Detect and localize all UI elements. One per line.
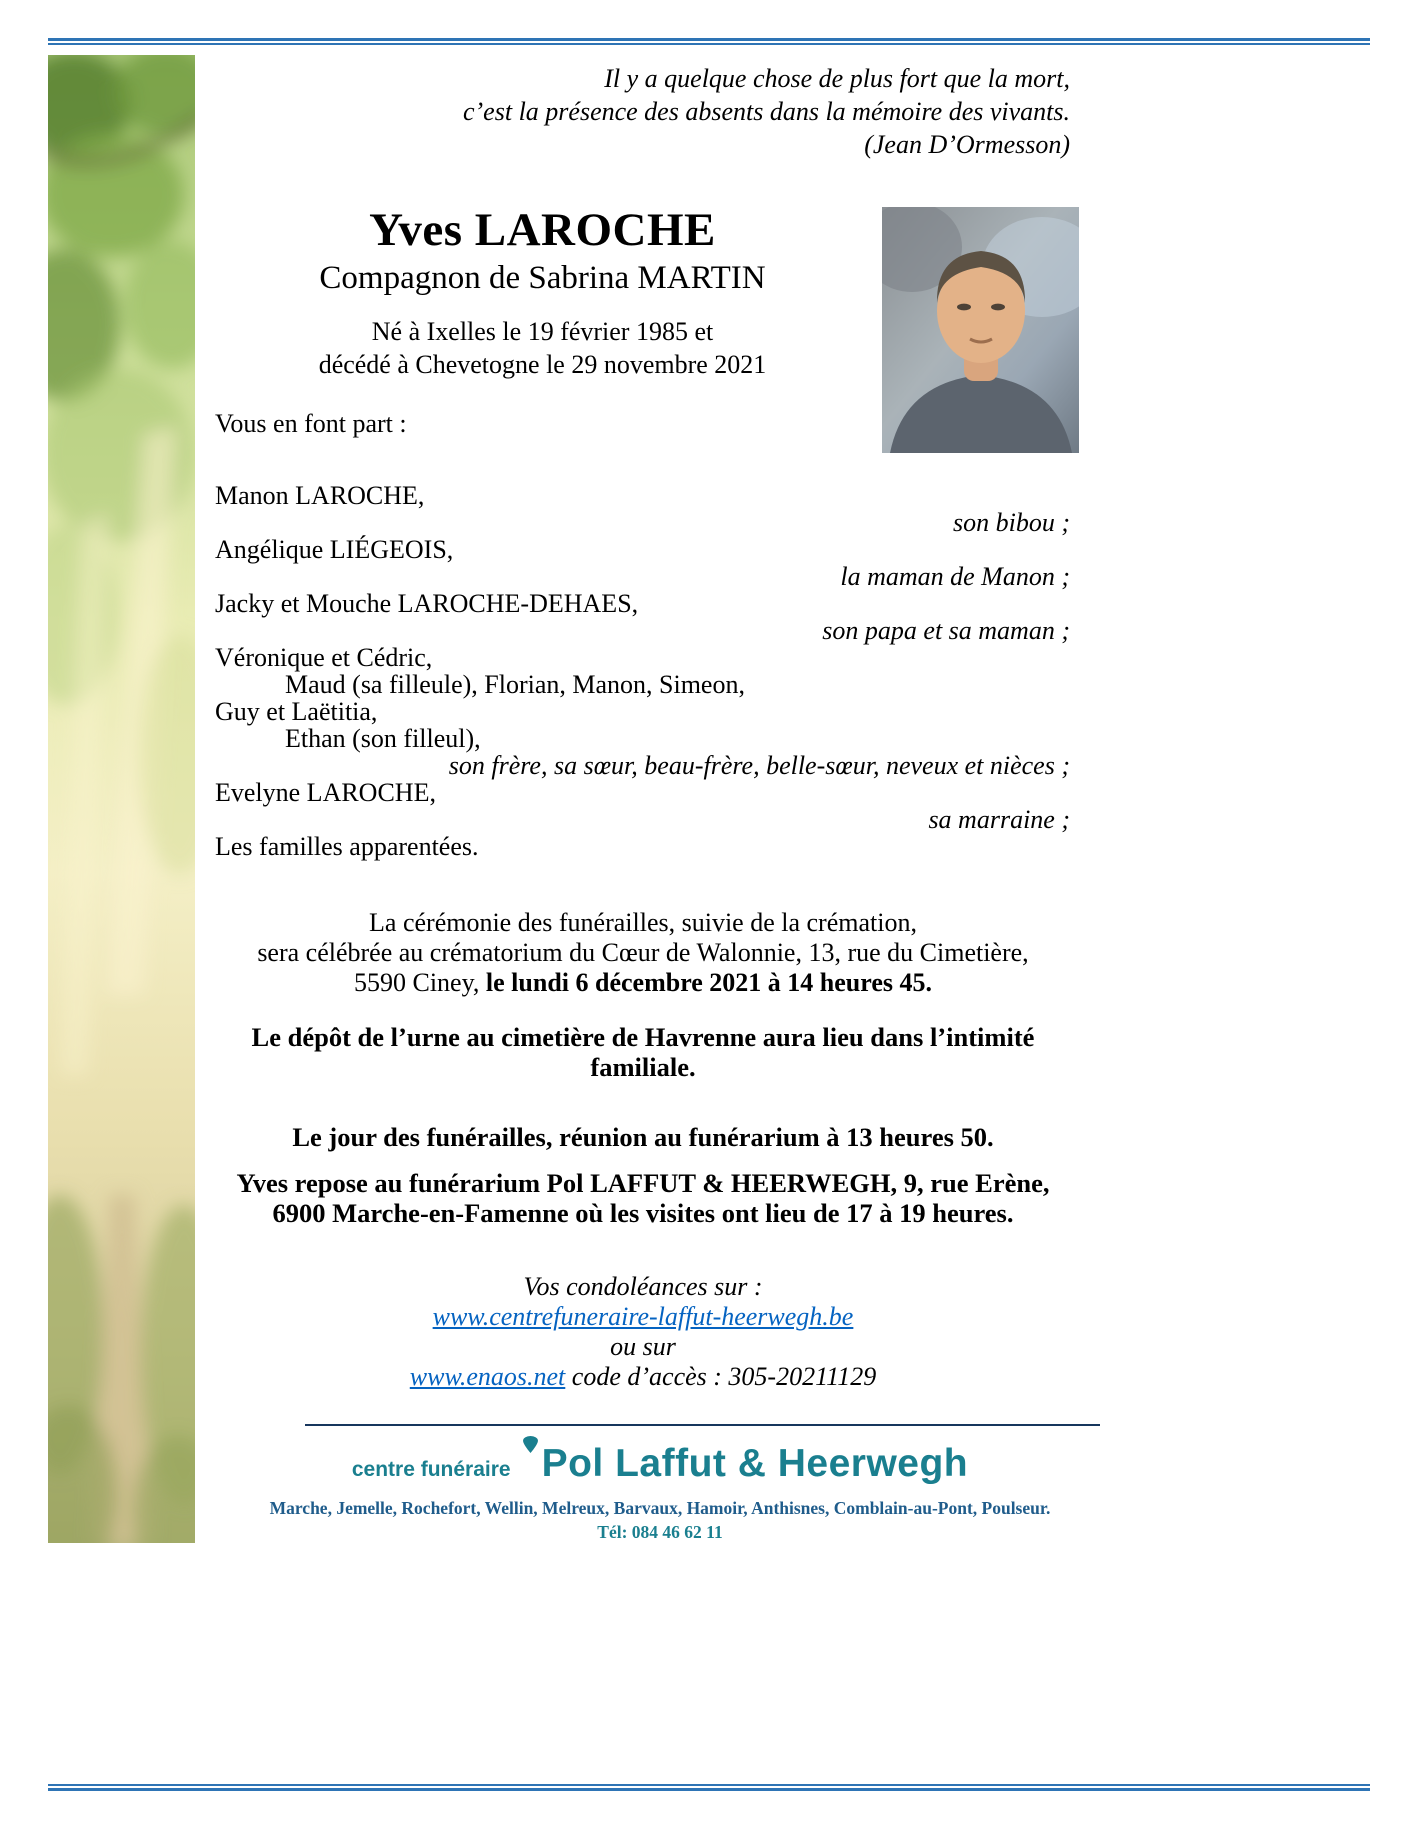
family-member: Jacky et Mouche LAROCHE-DEHAES, bbox=[215, 589, 639, 618]
family-member: Les familles apparentées. bbox=[215, 832, 479, 861]
water-drop-icon bbox=[523, 1436, 538, 1453]
brand-name-text: Pol Laffut & Heerwegh bbox=[541, 1442, 969, 1485]
family-list bbox=[215, 482, 1105, 860]
memorial-quote bbox=[215, 62, 1105, 161]
family-relation: son frère, sa sœur, beau-frère, belle-sœur, neveux et nièces ; bbox=[448, 751, 1070, 780]
quote-attribution: (Jean D’Ormesson) bbox=[864, 130, 1070, 159]
deceased-relation: Compagnon de Sabrina MARTIN bbox=[319, 260, 766, 296]
ceremony-line-3: 5590 Ciney, le lundi 6 décembre 2021 à 14 heures 45. bbox=[353, 968, 932, 997]
deceased-name: Yves LAROCHE bbox=[369, 204, 716, 256]
family-relation: son bibou ; bbox=[953, 508, 1070, 537]
enaos-line bbox=[215, 1362, 1071, 1392]
family-member: Maud (sa filleule), Florian, Manon, Simeon, bbox=[285, 670, 745, 699]
birth-death-dates bbox=[215, 315, 870, 381]
forest-path-image bbox=[48, 55, 195, 1543]
footer-divider-line bbox=[305, 1424, 1100, 1426]
family-relation: la maman de Manon ; bbox=[840, 562, 1070, 591]
family-relation: sa marraine ; bbox=[928, 805, 1070, 834]
ceremony-details bbox=[215, 908, 1105, 998]
ceremony-line-1: La cérémonie des funérailles, suivie de la crémation, bbox=[369, 908, 917, 937]
repose-line-2: 6900 Marche-en-Famenne où les visites ont lieu de 17 à 19 heures. bbox=[272, 1198, 1014, 1228]
ceremony-line-2: sera célébrée au crématorium du Cœur de Walonnie, 13, rue du Cimetière, bbox=[257, 938, 1029, 967]
condolences-section bbox=[215, 1272, 1105, 1392]
death-line: décédé à Chevetogne le 29 novembre 2021 bbox=[318, 350, 767, 379]
family-member: Angélique LIÉGEOIS, bbox=[215, 535, 454, 564]
announcement-intro: Vous en font part : bbox=[215, 409, 407, 438]
bottom-border-line bbox=[48, 1784, 1370, 1791]
funeral-home-website-link[interactable]: www.centrefuneraire-laffut-heerwegh.be bbox=[432, 1302, 854, 1331]
birth-line: Né à Ixelles le 19 février 1985 et bbox=[371, 317, 714, 346]
family-relation: son papa et sa maman ; bbox=[822, 616, 1070, 645]
brand-small-text: centre funéraire bbox=[351, 1458, 511, 1481]
funeral-home-logo bbox=[215, 1442, 1105, 1486]
condolences-intro: Vos condoléances sur : bbox=[523, 1272, 763, 1301]
urn-deposit-notice: Le dépôt de l’urne au cimetière de Havrenne aura lieu dans l’intimité familiale. bbox=[251, 1022, 1035, 1082]
repose-line-1: Yves repose au funérarium Pol LAFFUT & HEERWEGH, 9, rue Erène, bbox=[236, 1168, 1050, 1198]
condolences-middle-text: ou sur bbox=[610, 1332, 676, 1361]
family-member: Ethan (son filleul), bbox=[285, 724, 481, 753]
funeral-home-phone: Tél: 084 46 62 11 bbox=[597, 1522, 723, 1542]
repose-notice bbox=[215, 1168, 1105, 1228]
main-content bbox=[215, 40, 1105, 1543]
deceased-header bbox=[215, 203, 870, 381]
family-member: Manon LAROCHE, bbox=[215, 481, 425, 510]
funeral-home-locations: Marche, Jemelle, Rochefort, Wellin, Melreux, Barvaux, Hamoir, Anthisnes, Comblain-au-Pont, Poulseur. bbox=[269, 1498, 1051, 1518]
enaos-website-link[interactable]: www.enaos.net bbox=[409, 1362, 566, 1391]
family-member: Evelyne LAROCHE, bbox=[215, 778, 436, 807]
family-member: Guy et Laëtitia, bbox=[215, 697, 378, 726]
quote-line-2: c’est la présence des absents dans la mémoire des vivants. bbox=[462, 97, 1070, 126]
meeting-notice: Le jour des funérailles, réunion au funérarium à 13 heures 50. bbox=[292, 1122, 994, 1152]
quote-line-1: Il y a quelque chose de plus fort que la mort, bbox=[604, 64, 1070, 93]
family-member: Véronique et Cédric, bbox=[215, 643, 433, 672]
access-code-text: code d’accès : 305-20211129 bbox=[565, 1362, 877, 1391]
